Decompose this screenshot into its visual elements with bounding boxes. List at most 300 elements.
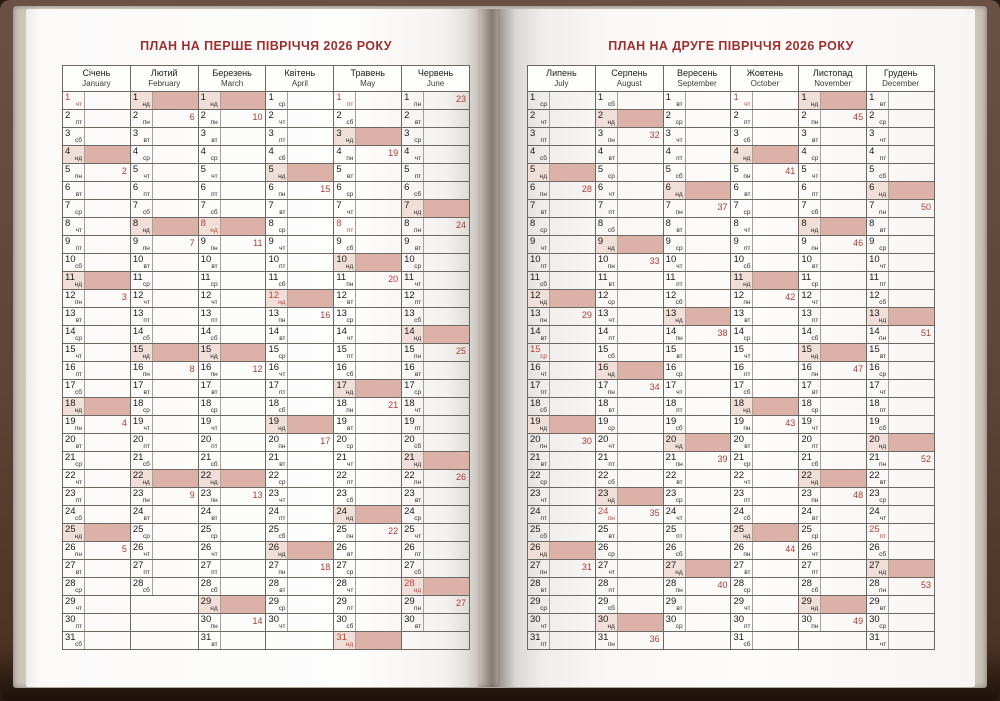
- day-number-box: [131, 362, 153, 379]
- month-name-uk: Березень: [212, 68, 252, 78]
- day-number: 3: [733, 128, 739, 139]
- weekday-abbr: пт: [811, 442, 819, 450]
- weekday-abbr: пт: [75, 370, 82, 378]
- day-number-box: [799, 452, 821, 469]
- day-cell: [198, 362, 266, 380]
- day-cell: [198, 110, 266, 128]
- weekday-abbr: вт: [676, 226, 683, 234]
- day-number-box: [528, 272, 550, 289]
- day-number: 25: [597, 524, 609, 535]
- day-number: 15: [733, 344, 745, 355]
- week-number: 33: [649, 256, 660, 266]
- weekday-abbr: сб: [142, 586, 150, 594]
- day-cell: [663, 344, 731, 362]
- weekday-abbr: вт: [143, 262, 150, 270]
- day-number-box: [664, 524, 686, 541]
- week-number: 51: [920, 328, 931, 338]
- weekday-abbr: пт: [414, 172, 422, 180]
- day-number-box: [731, 542, 753, 559]
- day-number: 27: [530, 560, 541, 571]
- day-cell: [130, 362, 198, 380]
- weekday-abbr: пн: [142, 496, 150, 504]
- month-name-uk: Лютий: [150, 68, 178, 78]
- day-number: 20: [404, 434, 415, 445]
- day-cell: [528, 578, 596, 596]
- day-cell: [731, 308, 799, 326]
- weekday-abbr: пт: [414, 298, 422, 306]
- day-number-box: [664, 110, 686, 127]
- weekday-abbr: пт: [346, 478, 354, 486]
- day-cell: [402, 200, 470, 218]
- day-number-box: [596, 542, 618, 559]
- day-cell: [595, 596, 663, 614]
- day-cell: [663, 326, 731, 344]
- weekday-abbr: вт: [676, 604, 683, 612]
- day-number-box: [266, 578, 288, 595]
- day-number: 23: [268, 488, 280, 499]
- weekday-abbr: чт: [143, 298, 150, 306]
- weekday-abbr: чт: [211, 550, 218, 558]
- weekday-abbr: пн: [74, 298, 82, 306]
- day-number-box: [867, 578, 889, 595]
- weekday-abbr: пн: [675, 208, 683, 216]
- day-cell: [266, 416, 334, 434]
- day-number-box: [266, 596, 288, 613]
- weekday-abbr: пт: [414, 550, 422, 558]
- week-number: 45: [853, 112, 864, 122]
- day-cell: [266, 272, 334, 290]
- weekday-abbr: чт: [811, 172, 819, 180]
- day-number: 21: [404, 452, 415, 463]
- day-cell: [731, 272, 799, 290]
- day-cell: [266, 290, 334, 308]
- weekday-abbr: сб: [278, 154, 286, 162]
- day-number: 7: [665, 200, 671, 211]
- day-cell: [663, 290, 731, 308]
- weekday-abbr: пт: [143, 190, 150, 198]
- day-number: 26: [801, 542, 812, 553]
- day-cell: [266, 110, 334, 128]
- weekday-abbr: нд: [878, 442, 887, 450]
- weekday-abbr: пн: [607, 514, 615, 522]
- day-cell: [63, 632, 131, 650]
- day-number: 25: [404, 524, 415, 535]
- weekday-abbr: ср: [607, 550, 615, 558]
- day-number-box: [402, 218, 424, 235]
- weekday-abbr: ср: [75, 460, 82, 468]
- day-number: 5: [404, 164, 410, 175]
- day-number-box: [402, 128, 424, 145]
- day-number-box: [867, 164, 889, 181]
- weekday-abbr: ср: [675, 244, 683, 252]
- weekday-abbr: пн: [414, 604, 422, 612]
- day-number: 26: [404, 542, 415, 553]
- day-number: 28: [801, 578, 812, 589]
- day-cell: [334, 110, 402, 128]
- day-number: 4: [530, 146, 536, 157]
- weekday-abbr: ср: [675, 496, 683, 504]
- weekday-abbr: пт: [75, 622, 82, 630]
- weekday-abbr: вт: [211, 136, 218, 144]
- day-number-box: [731, 182, 753, 199]
- day-number-box: [664, 254, 686, 271]
- weekday-abbr: ср: [879, 622, 887, 630]
- weekday-abbr: нд: [345, 640, 354, 648]
- day-number-box: [799, 614, 821, 631]
- weekday-abbr: сб: [879, 172, 887, 180]
- day-cell: [266, 524, 334, 542]
- day-number: 5: [869, 164, 875, 175]
- day-number: 1: [530, 92, 536, 103]
- weekday-abbr: ср: [607, 298, 615, 306]
- day-number-box: [799, 272, 821, 289]
- day-number-box: [596, 110, 618, 127]
- day-cell: [63, 416, 131, 434]
- weekday-abbr: вт: [744, 316, 751, 324]
- day-number-box: [131, 542, 153, 559]
- calendar-second-half-year: [527, 65, 935, 650]
- day-number-box: [334, 362, 356, 379]
- day-cell: [528, 596, 596, 614]
- day-number-box: [402, 452, 424, 469]
- weekday-abbr: нд: [607, 370, 615, 378]
- month-name-uk: Вересень: [676, 68, 718, 78]
- day-number-box: [199, 200, 221, 217]
- day-number-box: [528, 488, 550, 505]
- day-number: 16: [404, 362, 415, 373]
- day-number: 8: [268, 218, 274, 229]
- weekday-abbr: сб: [811, 208, 819, 216]
- day-number: 29: [530, 596, 541, 607]
- day-number: 19: [665, 416, 677, 427]
- day-number-box: [402, 362, 424, 379]
- weekday-abbr: нд: [210, 478, 218, 486]
- weekday-abbr: вт: [279, 460, 286, 468]
- weekday-abbr: чт: [540, 118, 547, 126]
- day-number-box: [402, 398, 424, 415]
- day-number-box: [63, 416, 85, 433]
- day-cell: [799, 452, 867, 470]
- day-cell: [663, 128, 731, 146]
- day-number: 13: [336, 308, 347, 319]
- day-number: 4: [869, 146, 875, 157]
- day-number-box: [664, 434, 686, 451]
- day-number-box: [528, 416, 550, 433]
- day-cell: [334, 128, 402, 146]
- weekday-abbr: сб: [210, 460, 218, 468]
- day-number: 20: [200, 434, 212, 445]
- day-cell: [63, 110, 131, 128]
- day-number: 10: [65, 254, 76, 265]
- day-number-box: [731, 110, 753, 127]
- day-cell: [63, 308, 131, 326]
- weekday-abbr: чт: [279, 118, 286, 126]
- weekday-abbr: чт: [279, 496, 286, 504]
- day-cell: [266, 344, 334, 362]
- day-number-box: [799, 308, 821, 325]
- day-number-box: [334, 398, 356, 415]
- day-number: 28: [869, 578, 880, 589]
- day-number: 22: [869, 470, 880, 481]
- day-cell: [130, 488, 198, 506]
- day-number-box: [528, 362, 550, 379]
- day-number-box: [799, 146, 821, 163]
- day-cell: [334, 470, 402, 488]
- weekday-abbr: чт: [540, 622, 547, 630]
- day-number: 9: [268, 236, 274, 247]
- weekday-abbr: нд: [607, 118, 615, 126]
- day-cell: [731, 596, 799, 614]
- weekday-abbr: нд: [810, 352, 819, 360]
- day-number: 3: [530, 128, 536, 139]
- day-cell: [63, 560, 131, 578]
- day-number-box: [528, 542, 550, 559]
- day-number-box: [266, 434, 288, 451]
- day-cell: [528, 632, 596, 650]
- weekday-abbr: сб: [75, 514, 82, 522]
- day-number: 18: [801, 398, 812, 409]
- week-number: 37: [717, 202, 728, 212]
- day-number-box: [664, 182, 686, 199]
- weekday-abbr: чт: [211, 424, 218, 432]
- month-name-en: December: [882, 79, 920, 88]
- weekday-abbr: пт: [608, 208, 615, 216]
- day-number: 15: [65, 344, 76, 355]
- day-number: 4: [597, 146, 604, 157]
- day-number: 11: [597, 272, 608, 283]
- day-number-box: [596, 128, 618, 145]
- day-number: 6: [530, 182, 536, 193]
- day-number: 11: [530, 272, 540, 283]
- weekday-abbr: чт: [75, 100, 82, 108]
- weekday-abbr: ср: [142, 406, 150, 414]
- day-number-box: [731, 362, 753, 379]
- day-cell: [731, 110, 799, 128]
- week-number: 16: [320, 310, 331, 320]
- day-cell: [130, 506, 198, 524]
- day-cell: [867, 506, 935, 524]
- weekday-abbr: пт: [540, 262, 547, 270]
- day-cell: [595, 632, 663, 650]
- day-cell: [799, 200, 867, 218]
- day-number: 28: [733, 578, 745, 589]
- day-cell: [334, 398, 402, 416]
- day-number-box: [334, 506, 356, 523]
- day-cell: [266, 236, 334, 254]
- day-number: 16: [530, 362, 541, 373]
- month-name-uk: Червень: [417, 68, 454, 78]
- month-header: [402, 66, 470, 92]
- day-number: 21: [530, 452, 541, 463]
- day-number: 7: [336, 200, 342, 211]
- weekday-abbr: сб: [414, 190, 422, 198]
- day-number: 29: [200, 596, 212, 607]
- weekday-abbr: пт: [540, 640, 547, 648]
- day-number: 30: [869, 614, 880, 625]
- day-number-box: [799, 380, 821, 397]
- day-cell: [198, 524, 266, 542]
- weekday-abbr: нд: [743, 280, 751, 288]
- day-cell: [528, 488, 596, 506]
- day-number: 20: [665, 434, 677, 445]
- day-number: 1: [665, 92, 671, 103]
- day-number: 2: [869, 110, 875, 121]
- day-number: 8: [336, 218, 342, 229]
- day-number: 16: [665, 362, 677, 373]
- day-cell: [528, 272, 596, 290]
- weekday-abbr: чт: [744, 226, 751, 234]
- day-number-box: [63, 596, 85, 613]
- weekday-abbr: ср: [879, 118, 887, 126]
- day-cell: [731, 326, 799, 344]
- month-header: [266, 66, 334, 92]
- day-number: 28: [200, 578, 212, 589]
- day-cell: [595, 434, 663, 452]
- weekday-abbr: сб: [142, 208, 150, 216]
- weekday-abbr: пн: [811, 496, 819, 504]
- day-cell: [334, 92, 402, 110]
- day-cell: [799, 542, 867, 560]
- day-number-box: [596, 434, 618, 451]
- day-number: 9: [869, 236, 875, 247]
- day-cell: [266, 182, 334, 200]
- day-number: 2: [801, 110, 807, 121]
- day-number-box: [63, 614, 85, 631]
- day-cell: [731, 128, 799, 146]
- weekday-abbr: нд: [278, 550, 286, 558]
- weekday-abbr: нд: [675, 568, 683, 576]
- day-number-box: [799, 326, 821, 343]
- day-number: 2: [132, 110, 139, 121]
- day-number: 24: [733, 506, 745, 517]
- weekday-abbr: сб: [75, 262, 82, 270]
- weekday-abbr: пт: [879, 406, 887, 414]
- weekday-abbr: нд: [74, 406, 82, 414]
- day-cell: [266, 632, 334, 650]
- day-number: 26: [869, 542, 880, 553]
- day-number-box: [402, 488, 424, 505]
- day-number-box: [799, 470, 821, 487]
- month-name-en: January: [82, 79, 111, 88]
- day-number: 1: [733, 92, 739, 103]
- weekday-abbr: нд: [539, 298, 547, 306]
- day-cell: [595, 524, 663, 542]
- day-cell: [402, 92, 470, 110]
- day-cell: [799, 578, 867, 596]
- weekday-abbr: ср: [540, 100, 547, 108]
- day-number: 18: [268, 398, 280, 409]
- day-number: 2: [336, 110, 342, 121]
- day-number-box: [664, 488, 686, 505]
- day-cell: [663, 632, 731, 650]
- day-number-box: [199, 542, 221, 559]
- day-number-box: [528, 326, 550, 343]
- week-number: 4: [121, 418, 127, 428]
- day-cell: [528, 326, 596, 344]
- day-cell: [63, 398, 131, 416]
- day-cell: [198, 470, 266, 488]
- day-cell: [799, 254, 867, 272]
- day-number-box: [402, 470, 424, 487]
- weekday-abbr: вт: [812, 514, 819, 522]
- month-name-uk: Липень: [546, 68, 577, 78]
- day-cell: [867, 272, 935, 290]
- day-number-box: [334, 308, 356, 325]
- day-number: 10: [597, 254, 609, 265]
- weekday-abbr: чт: [346, 208, 354, 216]
- day-cell: [334, 506, 402, 524]
- day-cell: [63, 614, 131, 632]
- day-number-box: [664, 218, 686, 235]
- week-number: 39: [717, 454, 728, 464]
- day-number-box: [334, 110, 356, 127]
- day-number: 27: [65, 560, 76, 571]
- day-number: 19: [65, 416, 76, 427]
- day-cell: [334, 488, 402, 506]
- day-cell: [663, 524, 731, 542]
- weekday-abbr: ср: [75, 334, 82, 342]
- day-number: 5: [132, 164, 139, 175]
- day-number-box: [334, 146, 356, 163]
- day-number-box: [266, 524, 288, 541]
- weekday-abbr: сб: [811, 460, 819, 468]
- day-number-box: [867, 362, 889, 379]
- day-cell: [799, 488, 867, 506]
- day-cell: [799, 182, 867, 200]
- day-number-box: [664, 398, 686, 415]
- day-number: 30: [200, 614, 212, 625]
- weekday-abbr: нд: [539, 424, 547, 432]
- day-cell: [402, 254, 470, 272]
- day-number: 29: [65, 596, 76, 607]
- day-number-box: [334, 344, 356, 361]
- day-cell: [402, 434, 470, 452]
- day-number-box: [402, 272, 424, 289]
- weekday-abbr: ср: [879, 244, 887, 252]
- day-number-box: [63, 380, 85, 397]
- week-number: 30: [581, 436, 592, 446]
- day-number-box: [664, 416, 686, 433]
- day-number: 9: [200, 236, 206, 247]
- day-number-box: [131, 506, 153, 523]
- day-cell: [130, 236, 198, 254]
- day-cell: [334, 326, 402, 344]
- day-number: 5: [268, 164, 274, 175]
- day-cell: [595, 542, 663, 560]
- weekday-abbr: чт: [346, 460, 354, 468]
- day-number-box: [528, 128, 550, 145]
- day-cell: [731, 146, 799, 164]
- day-number: 28: [132, 578, 144, 589]
- day-number-box: [596, 632, 618, 649]
- day-number-box: [867, 470, 889, 487]
- day-number-box: [402, 596, 424, 613]
- day-cell: [198, 398, 266, 416]
- month-header: [334, 66, 402, 92]
- week-number: 40: [717, 580, 728, 590]
- weekday-abbr: ср: [879, 370, 887, 378]
- day-number: 23: [869, 488, 880, 499]
- day-number-box: [596, 578, 618, 595]
- day-number-box: [131, 416, 153, 433]
- day-number: 5: [733, 164, 739, 175]
- day-number-box: [664, 578, 686, 595]
- day-number: 29: [404, 596, 415, 607]
- weekday-abbr: вт: [211, 640, 218, 648]
- page-title-second-half: ПЛАН НА ДРУГЕ ПІВРІЧЧЯ 2026 РОКУ: [608, 39, 854, 53]
- day-cell: [402, 524, 470, 542]
- day-number: 20: [733, 434, 745, 445]
